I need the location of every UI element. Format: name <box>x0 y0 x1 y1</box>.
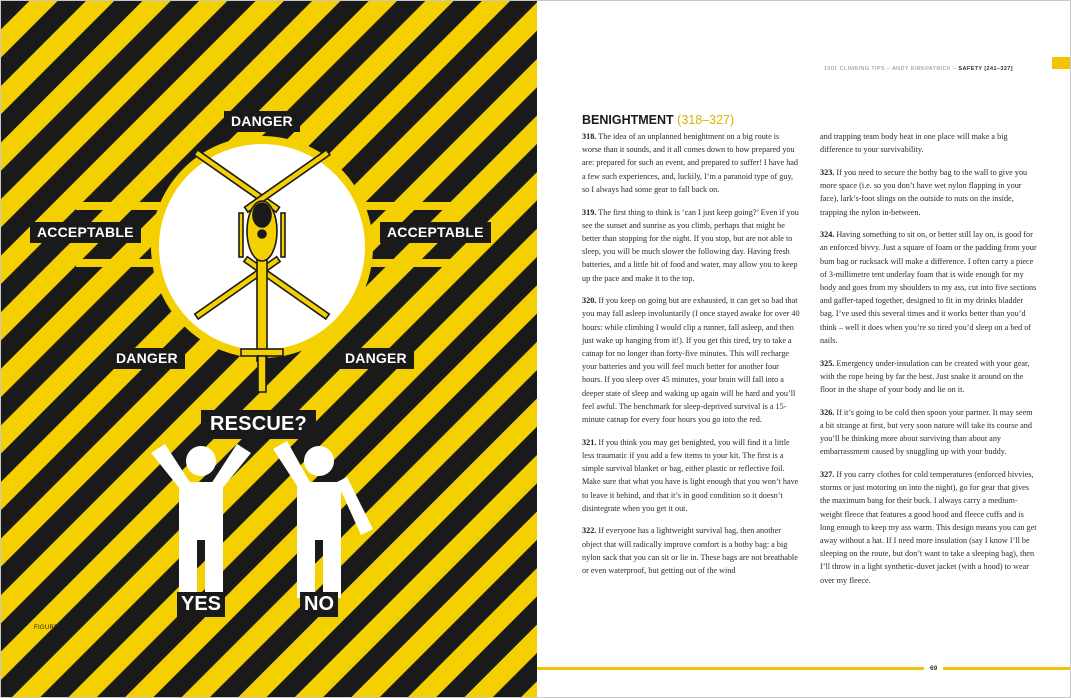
tip-paragraph <box>820 406 1038 459</box>
tip-text: If you need to secure the bothy bag to the wall to give you more space (i.e. so you don’t have wet nylon flapping in your face), lark’s-foot slings on the outside to nuts on the inside, trapping the nylon in-between. <box>820 167 1028 217</box>
running-head-author: ANDY KIRKPATRICK <box>892 66 952 72</box>
label-acceptable-right: ACCEPTABLE <box>380 222 491 243</box>
label-danger-left: DANGER <box>109 348 185 369</box>
tip-number: 318. <box>582 132 597 141</box>
tip-number: 319. <box>582 207 597 217</box>
text-column-left <box>582 130 800 587</box>
label-danger-top: DANGER <box>224 111 300 132</box>
tip-paragraph <box>820 228 1038 347</box>
tip-paragraph <box>582 130 800 196</box>
tip-text: If you think you may get benighted, you will find it a little less traumatic if you add a few items to your kit. The first is a simple survival blanket or bag, either plastic or reflective foil. Make sure that what you have is light enough that you won’t have to leave it behind, and that it’s in good condition so it doesn’t disintegrate when you get it out. <box>582 437 799 513</box>
right-page-text <box>537 1 1071 698</box>
running-head-section: SAFETY [241–327] <box>958 66 1013 72</box>
running-head-sep: – <box>951 66 959 72</box>
running-head-book: 1001 CLIMBING TIPS <box>823 66 886 72</box>
tip-paragraph <box>582 524 800 577</box>
tip-paragraph <box>582 436 800 515</box>
tip-number: 326. <box>820 407 835 417</box>
tip-text: If it’s going to be cold then spoon your partner. It may seem a bit strange at first, but very soon nature will take its course and you’ll be thinking more about surviving than about any embarrassment caused by snuggling up with your buddy. <box>820 407 1033 457</box>
page-number: 69 <box>924 665 943 672</box>
tip-text: and trapping team body heat in one place will make a big difference to your survivability. <box>820 132 1008 155</box>
tip-number: 327. <box>820 469 835 479</box>
tip-number: 322. <box>582 526 597 536</box>
footer-rule <box>537 667 1071 670</box>
heading-title: BENIGHTMENT <box>582 113 674 127</box>
label-acceptable-left: ACCEPTABLE <box>30 222 141 243</box>
helicopter-diagram <box>1 1 537 698</box>
tip-paragraph <box>582 206 800 285</box>
tip-number: 324. <box>820 230 835 240</box>
tip-paragraph <box>820 166 1038 219</box>
tip-number: 320. <box>582 296 597 306</box>
tip-text: The first thing to think is ‘can I just keep going?’ Even if you see the sunset and sunrise as you climb, perhaps that might be better than stopping for the night. If you stop, but are not able to sleep, you will be much slower the following day. Having fresh batteries, and a little bit of food and water, may allow you to keep up the pace and make it to the top. <box>582 207 799 283</box>
tip-paragraph <box>820 468 1038 587</box>
tip-text: If you keep on going but are exhausted, it can get so bad that you may fall asleep involuntarily (I once stayed awake for over 40 hours: while climbing I would clip a runner, fall asleep, and then just wake up hanging from it!). If you get this tired, try to take a catnap for no longer than forty-five minutes. This will recharge your batteries and you will feel much better for another four hours. If you sleep over 45 minutes, your brain will fall into a deeper state of sleep and waking up again will be hard and you’ll feel awful. The benchmark for sleep-deprived survival is a 15-minute catnap for every four hours you go into the red. <box>582 296 800 425</box>
left-page-figure <box>1 1 537 698</box>
section-tab <box>1052 57 1071 69</box>
person-no-icon <box>273 441 373 598</box>
text-column-right <box>820 130 1038 596</box>
tip-paragraph <box>582 294 800 426</box>
running-head <box>824 66 1013 72</box>
running-head-sep: – <box>885 66 893 72</box>
tip-paragraph <box>820 130 1038 156</box>
tip-text: The idea of an unplanned benightment on a big route is worse than it sounds, and it all comes down to how prepared you are: prepared for such an event, and prepared to suffer! I have had a few such experiences, and, luckily, I’m a paranoid type of guy, so I always had some gear to fall back on. <box>582 132 799 194</box>
tip-text: Emergency under-insulation can be created with your gear, with the rope being by far the best. Just snake it around on the floor in the shape of your body and lie on it. <box>820 358 1030 394</box>
tip-number: 321. <box>582 437 597 447</box>
tip-paragraph <box>820 357 1038 397</box>
section-heading <box>582 113 734 127</box>
heading-range: (318–327) <box>677 113 735 127</box>
label-no: NO <box>300 592 338 617</box>
label-yes: YES <box>177 592 225 617</box>
tip-number: 325. <box>820 358 835 368</box>
tip-number: 323. <box>820 167 835 177</box>
label-rescue: RESCUE? <box>201 410 316 439</box>
figure-caption: FIGURE 18 <box>34 625 68 631</box>
tip-text: If everyone has a lightweight survival bag, then another object that will radically improve comfort is a bothy bag: a big nylon sack that you can sit or lie in. These bags are not breathable or even waterproof, but getting out of the wind <box>582 526 798 576</box>
label-danger-right: DANGER <box>338 348 414 369</box>
tip-text: If you carry clothes for cold temperatures (enforced bivvies, storms or just motoring on into the night), go for gear that gives the maximum bang for their buck. I always carry a medium-weight fleece that features a good hood and fleece cuffs and is long enough to keep my ass warm. This design means you can get away without a hat. If I need more insulation (say I know I’ll be sleeping on the route, but don’t want to take a sleeping bag), then I’ll throw in a light synthetic-duvet jacket (with a hood) to wear over my fleece. <box>820 469 1037 585</box>
tip-text: Having something to sit on, or better still lay on, is good for an enforced bivvy. Just a square of foam or the padding from your bum bag or rucksack will make a difference. I often carry a piece of 3-millimetre tent underlay foam that is wide enough for my body and goes from my shoulders to my ass, cut into five sections and gaffer-taped together, designed to fit in my drinks bladder bag. I’ve used this several times and it works better than you’d think – well it does when you’re so tired you’d sleep on a bed of nails. <box>820 230 1037 345</box>
person-yes-icon <box>151 444 251 598</box>
